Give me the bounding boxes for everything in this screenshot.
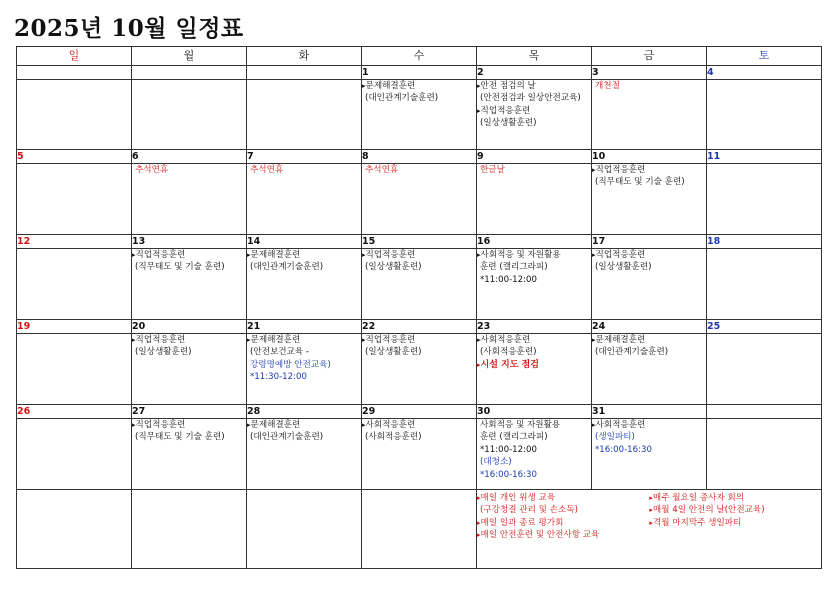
- empty-cell: [17, 490, 132, 569]
- schedule-item: 훈련 (캘리그라피): [480, 262, 548, 273]
- weekday-sun: 일: [17, 47, 132, 66]
- date-number: 1: [362, 66, 477, 80]
- schedule-item: (일상생활훈련): [365, 262, 422, 273]
- date-number: 8: [362, 150, 477, 164]
- note-item: ▸ 격월 마지막주 생일파티: [649, 517, 764, 529]
- schedule-item: 한글날: [480, 165, 505, 175]
- schedule-item: (사회적응훈련): [480, 347, 537, 358]
- day-cell: [362, 164, 477, 235]
- schedule-item: (사회적응훈련): [365, 432, 422, 443]
- schedule-item: 사회적응 및 자원활용: [480, 420, 561, 430]
- schedule-item: *16:00-16:30: [595, 444, 652, 455]
- day-cell: [707, 419, 822, 490]
- day-cell: [247, 80, 362, 150]
- schedule-item: ▸ 문제해결훈련: [247, 419, 361, 431]
- schedule-item: ▸ 시설 지도 점검: [477, 359, 591, 371]
- schedule-item: 강령명예방 안전교육): [250, 359, 331, 370]
- date-number: 21: [247, 320, 362, 334]
- date-number: 10: [592, 150, 707, 164]
- date-number: 31: [592, 405, 707, 419]
- day-cell: [592, 80, 707, 150]
- date-number: 23: [477, 320, 592, 334]
- day-cell: [132, 249, 247, 320]
- date-number: 9: [477, 150, 592, 164]
- schedule-item: (대인관계기술훈련): [365, 93, 439, 104]
- schedule-item: (대인관계기술훈련): [595, 347, 669, 358]
- schedule-item: (대인관계기술훈련): [250, 432, 324, 443]
- date-number: 4: [707, 66, 822, 80]
- schedule-item: (안전보건교육 -: [250, 347, 309, 358]
- weekday-sat: 토: [707, 47, 822, 66]
- date-row: [17, 405, 822, 419]
- schedule-item: ▸ 사회적응훈련: [477, 334, 591, 346]
- date-number: [17, 66, 132, 80]
- date-number: 15: [362, 235, 477, 249]
- notes-cell: [477, 490, 822, 569]
- schedule-row: [17, 334, 822, 405]
- schedule-item: ▸ 직업적응훈련: [132, 249, 246, 261]
- weekday-tue: 화: [247, 47, 362, 66]
- day-cell: [17, 80, 132, 150]
- date-number: 2: [477, 66, 592, 80]
- date-number: 28: [247, 405, 362, 419]
- day-cell: [707, 249, 822, 320]
- date-number: 11: [707, 150, 822, 164]
- schedule-item: ▸ 문제해결훈련: [592, 334, 706, 346]
- date-number: 16: [477, 235, 592, 249]
- notes-row: [17, 490, 822, 569]
- note-item: ▸ 매주 월요일 종사자 회의: [649, 492, 764, 504]
- schedule-item: (생일파티): [595, 432, 635, 443]
- day-cell: [592, 164, 707, 235]
- schedule-item: ▸ 직업적응훈련: [132, 334, 246, 346]
- day-cell: [362, 80, 477, 150]
- schedule-item: ▸ 직업적응훈련: [362, 334, 476, 346]
- date-number: [247, 66, 362, 80]
- date-number: 14: [247, 235, 362, 249]
- day-cell: [477, 334, 592, 405]
- day-cell: [477, 249, 592, 320]
- date-number: 24: [592, 320, 707, 334]
- date-number: 20: [132, 320, 247, 334]
- schedule-item: (일상생활훈련): [365, 347, 422, 358]
- weekday-header-row: [17, 47, 822, 66]
- day-cell: [362, 419, 477, 490]
- date-number: 7: [247, 150, 362, 164]
- weekday-thu: 목: [477, 47, 592, 66]
- date-number: 26: [17, 405, 132, 419]
- schedule-item: ▸ 사회적응훈련: [362, 419, 476, 431]
- schedule-item: *16:00-16:30: [480, 469, 537, 480]
- weekday-wed: 수: [362, 47, 477, 66]
- day-cell: [477, 80, 592, 150]
- schedule-item: *11:00-12:00: [480, 274, 537, 285]
- date-number: 17: [592, 235, 707, 249]
- day-cell: [247, 164, 362, 235]
- schedule-item: ▸ 문제해결훈련: [247, 249, 361, 261]
- date-number: [132, 66, 247, 80]
- day-cell: [17, 164, 132, 235]
- schedule-item: 훈련 (캘리그라피): [480, 432, 548, 443]
- day-cell: [707, 334, 822, 405]
- date-row: [17, 320, 822, 334]
- schedule-item: (안전점검과 일상안전교육): [480, 93, 581, 104]
- notes-right: [649, 492, 764, 542]
- schedule-item: ▸ 직업적응훈련: [592, 164, 706, 176]
- day-cell: [362, 334, 477, 405]
- date-number: 18: [707, 235, 822, 249]
- day-cell: [592, 419, 707, 490]
- note-item: ▸ 매일 일과 종료 평가회: [477, 517, 599, 529]
- day-cell: [592, 249, 707, 320]
- schedule-item: ▸ 사회적응훈련: [592, 419, 706, 431]
- schedule-item: (대인관계기술훈련): [250, 262, 324, 273]
- date-row: [17, 235, 822, 249]
- empty-cell: [247, 490, 362, 569]
- weekday-fri: 금: [592, 47, 707, 66]
- schedule-item: ▸ 안전 점검의 날: [477, 80, 591, 92]
- schedule-item: 개천절: [595, 81, 620, 91]
- date-number: 5: [17, 150, 132, 164]
- schedule-row: [17, 80, 822, 150]
- empty-cell: [132, 490, 247, 569]
- schedule-item: ▸ 직업적응훈련: [592, 249, 706, 261]
- date-number: 22: [362, 320, 477, 334]
- date-number: 25: [707, 320, 822, 334]
- date-number: 3: [592, 66, 707, 80]
- date-number: [707, 405, 822, 419]
- day-cell: [17, 334, 132, 405]
- date-number: 6: [132, 150, 247, 164]
- schedule-item: (일상생활훈련): [595, 262, 652, 273]
- day-cell: [247, 419, 362, 490]
- schedule-item: *11:00-12:00: [480, 444, 537, 455]
- schedule-item: *11:30-12:00: [250, 372, 307, 383]
- note-item: ▸ 매월 4일 안전의 날(안전교육): [649, 504, 764, 516]
- schedule-item: ▸ 직업적응훈련: [132, 419, 246, 431]
- note-item: ▸ 매일 개인 위생 교육: [477, 492, 599, 504]
- schedule-item: ▸ 사회적응 및 자원활용: [477, 249, 591, 261]
- schedule-item: (직무태도 및 기술 훈련): [135, 262, 225, 273]
- schedule-item: ▸ 문제해결훈련: [362, 80, 476, 92]
- notes-left: [477, 492, 599, 542]
- date-number: 30: [477, 405, 592, 419]
- day-cell: [17, 419, 132, 490]
- day-cell: [477, 164, 592, 235]
- date-row: [17, 150, 822, 164]
- page-title: 2025년 10월 일정표: [14, 15, 244, 42]
- day-cell: [247, 334, 362, 405]
- schedule-item: ▸ 직업적응훈련: [362, 249, 476, 261]
- schedule-item: (직무태도 및 기술 훈련): [595, 177, 685, 188]
- weekday-mon: 월: [132, 47, 247, 66]
- day-cell: [17, 249, 132, 320]
- day-cell: [132, 334, 247, 405]
- date-row: [17, 66, 822, 80]
- schedule-item: 추석연휴: [250, 165, 284, 175]
- schedule-row: [17, 164, 822, 235]
- empty-cell: [362, 490, 477, 569]
- day-cell: [362, 249, 477, 320]
- schedule-item: 추석연휴: [135, 165, 169, 175]
- schedule-item: 추석연휴: [365, 165, 399, 175]
- day-cell: [707, 80, 822, 150]
- day-cell: [132, 419, 247, 490]
- date-number: 27: [132, 405, 247, 419]
- day-cell: [592, 334, 707, 405]
- day-cell: [707, 164, 822, 235]
- date-number: 13: [132, 235, 247, 249]
- schedule-row: [17, 249, 822, 320]
- schedule-item: (일상생활훈련): [480, 118, 537, 129]
- schedule-item: ▸ 직업적응훈련: [477, 105, 591, 117]
- note-item: ▸ 매일 안전훈련 및 안전사항 교육: [477, 529, 599, 541]
- schedule-item: (대청소): [480, 457, 512, 468]
- day-cell: [477, 419, 592, 490]
- note-item: (구강청결 관리 및 손소독): [480, 505, 578, 516]
- day-cell: [132, 164, 247, 235]
- schedule-row: [17, 419, 822, 490]
- date-number: 29: [362, 405, 477, 419]
- date-number: 19: [17, 320, 132, 334]
- day-cell: [132, 80, 247, 150]
- schedule-item: ▸ 문제해결훈련: [247, 334, 361, 346]
- calendar-table: [16, 46, 822, 569]
- schedule-item: (일상생활훈련): [135, 347, 192, 358]
- day-cell: [247, 249, 362, 320]
- schedule-item: (직무태도 및 기술 훈련): [135, 432, 225, 443]
- date-number: 12: [17, 235, 132, 249]
